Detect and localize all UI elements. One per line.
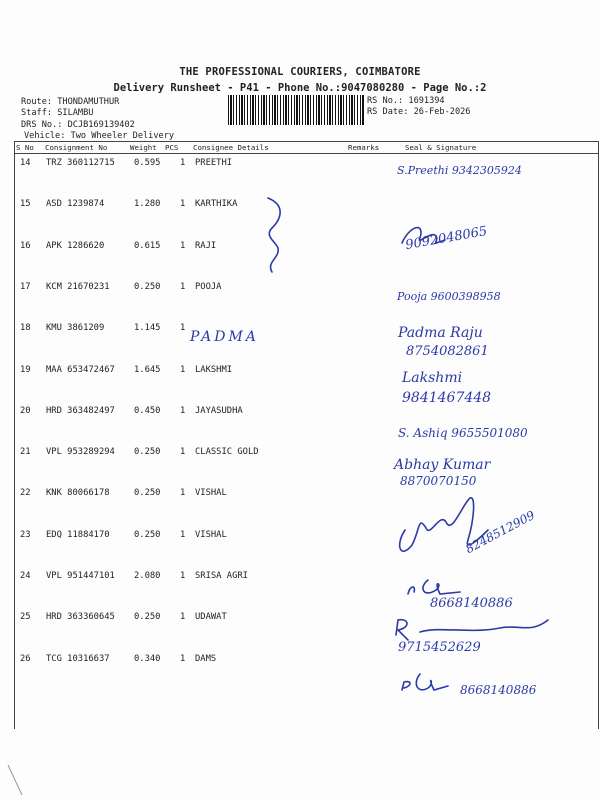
cell-pcs: 1 bbox=[180, 323, 186, 334]
cell-consignment: KCM 21670231 bbox=[46, 281, 110, 292]
cell-sno: 15 bbox=[20, 199, 31, 210]
cell-consignment: KNK 80066178 bbox=[46, 488, 110, 499]
cell-weight: 0.450 bbox=[134, 405, 161, 416]
col-consignment: Consignment No bbox=[45, 143, 108, 152]
cell-consignee: RAJI bbox=[195, 240, 217, 251]
cell-consignee: CLASSIC GOLD bbox=[195, 447, 259, 458]
table-top-rule bbox=[14, 141, 599, 142]
table-row bbox=[0, 195, 600, 236]
cell-weight: 1.280 bbox=[134, 199, 161, 210]
company-title: THE PROFESSIONAL COURIERS, COIMBATORE bbox=[179, 66, 421, 78]
cell-pcs: 1 bbox=[180, 447, 186, 458]
cell-sno: 20 bbox=[20, 405, 31, 416]
col-sno: S No bbox=[16, 143, 34, 152]
cell-pcs: 1 bbox=[180, 364, 186, 375]
phone-r23: 8248512909 bbox=[463, 507, 538, 557]
signature-r14: S.Preethi 9342305924 bbox=[397, 164, 522, 177]
cell-weight: 2.080 bbox=[134, 571, 161, 581]
cell-pcs: 1 bbox=[180, 199, 186, 210]
col-remarks: Remarks bbox=[348, 143, 380, 152]
cell-consignee: LAKSHMI bbox=[195, 364, 233, 375]
cell-consignment: MAA 653472467 bbox=[46, 364, 115, 375]
cell-pcs: 1 bbox=[180, 612, 186, 623]
cell-weight: 0.250 bbox=[134, 447, 161, 458]
cell-pcs: 1 bbox=[180, 653, 186, 664]
cell-weight: 1.145 bbox=[134, 323, 161, 334]
cell-sno: 18 bbox=[20, 323, 31, 334]
cell-consignee: KARTHIKA bbox=[195, 199, 238, 210]
table-row bbox=[0, 443, 600, 484]
cell-pcs: 1 bbox=[180, 240, 186, 251]
cell-consignment: ASD 1239874 bbox=[46, 199, 105, 210]
table-row bbox=[0, 237, 600, 278]
cell-weight: 0.250 bbox=[134, 529, 161, 540]
cell-weight: 0.250 bbox=[134, 488, 161, 499]
rs-date: RS Date: 26-Feb-2026 bbox=[367, 107, 471, 117]
barcode bbox=[228, 95, 364, 125]
table-row bbox=[0, 319, 600, 360]
cell-consignee: PREETHI bbox=[195, 158, 233, 168]
cell-weight: 0.250 bbox=[134, 281, 161, 292]
signature-r21: Abhay Kumar bbox=[394, 457, 491, 473]
cell-consignee: VISHAL bbox=[195, 529, 227, 540]
drs-number: DRS No.: DCJB169139402 bbox=[21, 120, 135, 130]
cell-pcs: 1 bbox=[180, 571, 186, 581]
col-weight: Weight bbox=[130, 143, 157, 152]
cell-sno: 26 bbox=[20, 653, 31, 664]
cell-sno: 22 bbox=[20, 488, 31, 499]
signature-r20: S. Ashiq 9655501080 bbox=[398, 426, 528, 440]
cell-consignment: HRD 363482497 bbox=[46, 405, 115, 416]
cell-sno: 23 bbox=[20, 529, 31, 540]
cell-consignee: SRISA AGRI bbox=[195, 571, 248, 581]
corner-mark bbox=[8, 765, 22, 795]
col-seal: Seal & Signature bbox=[405, 143, 477, 152]
phone-r26: 8668140886 bbox=[460, 683, 537, 697]
phone-r16: 9092048065 bbox=[404, 223, 489, 254]
table-row bbox=[0, 608, 600, 649]
cell-weight: 0.340 bbox=[134, 653, 161, 664]
cell-consignment: VPL 951447101 bbox=[46, 571, 115, 581]
col-consignee: Consignee Details bbox=[193, 143, 269, 152]
signature-r18: Padma Raju bbox=[398, 325, 483, 341]
handwritten-padma: PADMA bbox=[190, 329, 259, 345]
cell-consignee: DAMS bbox=[195, 653, 217, 664]
cell-consignee: POOJA bbox=[195, 281, 222, 292]
route-label: Route: THONDAMUTHUR bbox=[21, 97, 120, 107]
phone-r25: 9715452629 bbox=[398, 640, 481, 655]
cell-consignment: KMU 3861209 bbox=[46, 323, 105, 334]
phone-r18: 8754082861 bbox=[406, 344, 489, 359]
cell-weight: 0.595 bbox=[134, 158, 161, 168]
table-row bbox=[0, 361, 600, 402]
signature-r19: Lakshmi bbox=[402, 370, 463, 386]
cell-sno: 16 bbox=[20, 240, 31, 251]
cell-consignment: APK 1286620 bbox=[46, 240, 105, 251]
cell-weight: 1.645 bbox=[134, 364, 161, 375]
cell-consignment: TRZ 360112715 bbox=[46, 158, 115, 168]
cell-sno: 21 bbox=[20, 447, 31, 458]
cell-consignment: VPL 953289294 bbox=[46, 447, 115, 458]
cell-pcs: 1 bbox=[180, 405, 186, 416]
vehicle-label: Vehicle: Two Wheeler Delivery bbox=[24, 131, 175, 141]
phone-r21: 8870070150 bbox=[400, 474, 477, 488]
cell-pcs: 1 bbox=[180, 529, 186, 540]
phone-r24: 8668140886 bbox=[430, 596, 513, 611]
cell-consignee: JAYASUDHA bbox=[195, 405, 243, 416]
cell-consignment: HRD 363360645 bbox=[46, 612, 115, 623]
rs-number: RS No.: 1691394 bbox=[367, 96, 445, 106]
cell-consignment: EDQ 11884170 bbox=[46, 529, 110, 540]
cell-consignee: UDAWAT bbox=[195, 612, 227, 623]
cell-pcs: 1 bbox=[180, 488, 186, 499]
cell-pcs: 1 bbox=[180, 158, 186, 168]
cell-sno: 19 bbox=[20, 364, 31, 375]
cell-sno: 24 bbox=[20, 571, 31, 581]
cell-weight: 0.615 bbox=[134, 240, 161, 251]
cell-consignment: TCG 10316637 bbox=[46, 653, 110, 664]
cell-weight: 0.250 bbox=[134, 612, 161, 623]
signature-r17: Pooja 9600398958 bbox=[397, 290, 501, 303]
col-pcs: PCS bbox=[165, 143, 179, 152]
table-row bbox=[0, 278, 600, 319]
cell-sno: 17 bbox=[20, 281, 31, 292]
cell-consignee: VISHAL bbox=[195, 488, 227, 499]
staff-label: Staff: SILAMBU bbox=[21, 108, 94, 118]
phone-r19: 9841467448 bbox=[402, 390, 492, 406]
cell-pcs: 1 bbox=[180, 281, 186, 292]
cell-sno: 14 bbox=[20, 158, 31, 168]
cell-sno: 25 bbox=[20, 612, 31, 623]
runsheet-title: Delivery Runsheet - P41 - Phone No.:9047080280 - Page No.:2 bbox=[113, 82, 487, 94]
